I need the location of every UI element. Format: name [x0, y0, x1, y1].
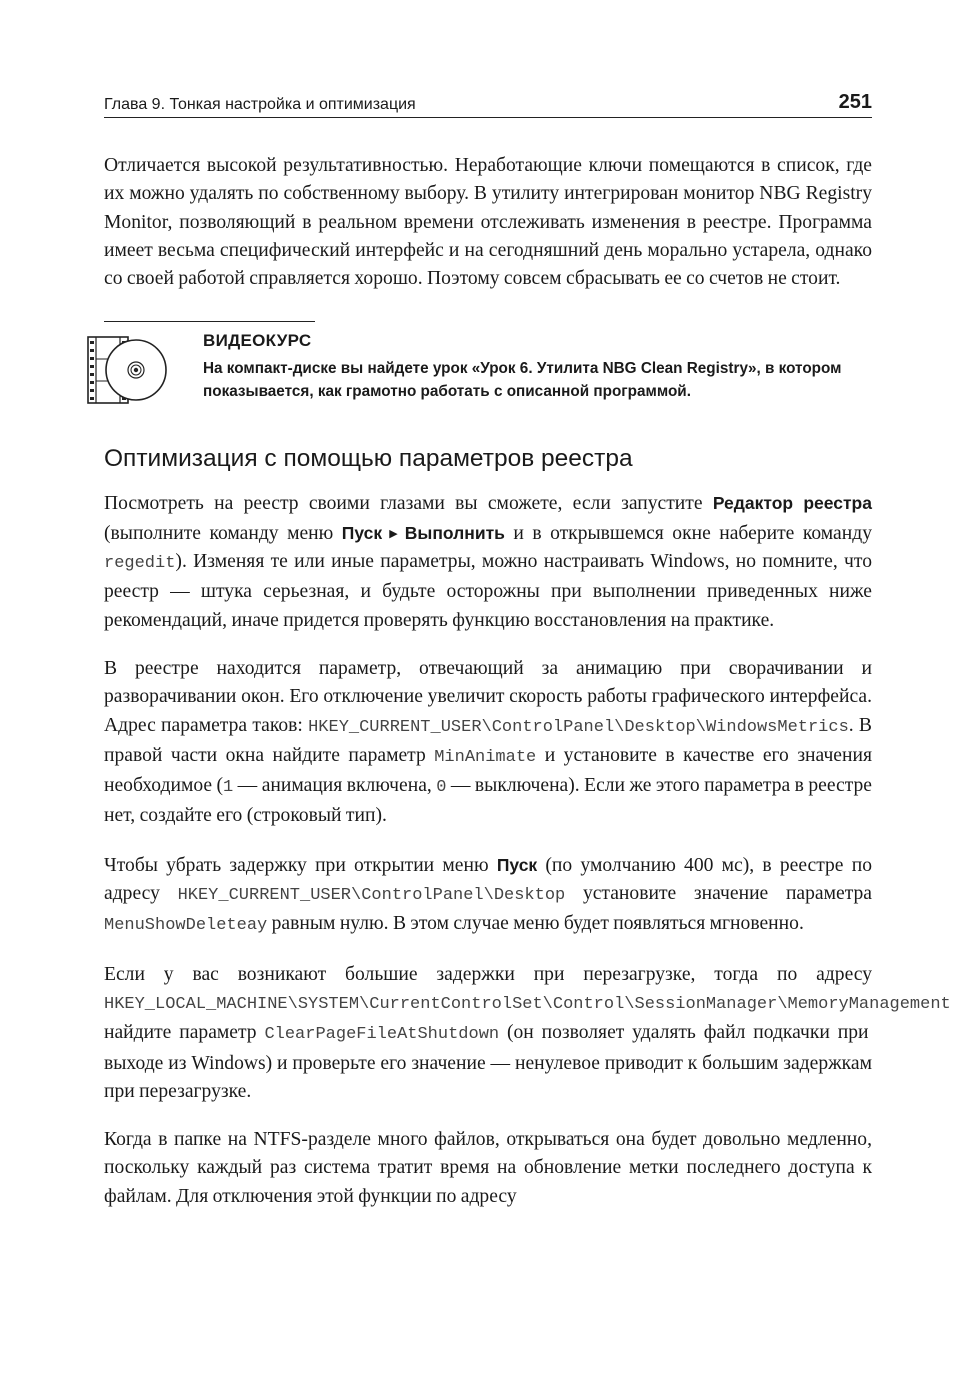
paragraph-nbg-registry: Отличается высокой результативностью. Неработающие ключи помещаются в список, где их можно удалять по собственному выбору. В утилиту интегрирован монитор NBG Registry Monitor, позволяющий в реальном времени отслеживать изменения в реестре. Программа имеет весьма специфический интерфейс и на сегодняшний день морально устарела, однако со своей работой справляется хорошо. Поэтому совсем сбрасывать ее со счетов не стоит.	[104, 155, 872, 290]
code-menu-show-delay: MenuShowDeleteay	[104, 916, 268, 936]
section-heading: Оптимизация с помощью параметров реестра	[104, 445, 633, 473]
chapter-title: Глава 9. Тонкая настройка и оптимизация	[104, 96, 416, 113]
paragraph-menu-delay: Чтобы убрать задержку при открытии меню Пуск (по умолчанию 400 мс), в реестре по адресу HKEY_CURRENT_USER\ControlPanel\Desktop установите значение параметра MenuShowDeleteay равным нулю. В этом случае меню будет появляться мгновенно.	[104, 854, 873, 936]
callout-text: На компакт-диске вы найдете урок «Урок 6. Утилита NBG Clean Registry», в котором показывается, как грамотно работать с описанной программой.	[203, 360, 842, 401]
code-regedit: regedit	[104, 554, 176, 574]
book-page	[104, 88, 951, 1211]
paragraph-pagefile: Если у вас возникают большие задержки при перезагрузке, тогда по адресу HKEY_LOCAL_MACHINE\SYSTEM\CurrentControlSet\Control\SessionManager\MemoryManagement найдите параметр ClearPageFileAtShutdown (он позволяет удалять файл подкачки при выходе из Windows) и проверьте его значение — ненулевое приводит к большим задержкам при перезагрузке.	[104, 963, 951, 1102]
paragraph-min-animate: В реестре находится параметр, отвечающий за анимацию при сворачивании и разворачивании окон. Его отключение увеличит скорость работы графического интерфейса. Адрес параметра таков: HKEY_CURRENT_USER\ControlPanel\Desktop\WindowsMetrics. В правой части окна найдите параметр MinAnimate и установите в качестве его значения необходимое (1 — анимация включена, 0 — выключена). Если же этого параметра в реестре нет, создайте его (строковый тип).	[104, 657, 873, 827]
code-min-animate: MinAnimate	[434, 747, 537, 767]
ui-label-start-menu: Пуск	[496, 854, 538, 875]
callout-title: ВИДЕОКУРС	[203, 331, 312, 351]
code-path-memory-management: HKEY_LOCAL_MACHINE\SYSTEM\CurrentControlSet\Control\SessionManager\MemoryManagement	[104, 994, 951, 1014]
callout-rule	[104, 321, 315, 322]
code-path-windows-metrics: HKEY_CURRENT_USER\ControlPanel\Desktop\WindowsMetrics	[308, 717, 849, 737]
code-value-zero: 0	[436, 778, 447, 798]
code-value-one: 1	[223, 778, 234, 798]
ui-label-run: Выполнить	[404, 522, 505, 543]
menu-arrow-icon: ▶	[385, 527, 402, 540]
video-course-callout	[104, 321, 872, 417]
code-path-desktop: HKEY_CURRENT_USER\ControlPanel\Desktop	[177, 886, 566, 906]
paragraph-regedit: Посмотреть на реестр своими глазами вы сможете, если запустите Редактор реестра (выполните команду меню Пуск ▶ Выполнить и в открывшемся окне наберите команду regedit). Изменяя те или иные параметры, можно настраивать Windows, но помните, что реестр — штука серьезная, и будьте осторожны при выполнении приведенных ниже рекомендаций, иначе придется проверять функцию восстановления на практике.	[104, 493, 872, 631]
ui-label-start: Пуск	[341, 522, 383, 543]
code-clear-pagefile: ClearPageFileAtShutdown	[264, 1025, 500, 1045]
running-header	[104, 88, 872, 118]
callout-body	[203, 331, 872, 403]
video-course-icon	[86, 333, 170, 407]
page-number: 251	[838, 91, 872, 113]
paragraph-ntfs: Когда в папке на NTFS-разделе много файлов, открываться она будет довольно медленно, поскольку каждый раз система тратит время на обновление метки последнего доступа к файлам. Для отключения этой функции по адресу	[104, 1129, 872, 1207]
ui-label-registry-editor: Редактор реестра	[712, 493, 872, 514]
